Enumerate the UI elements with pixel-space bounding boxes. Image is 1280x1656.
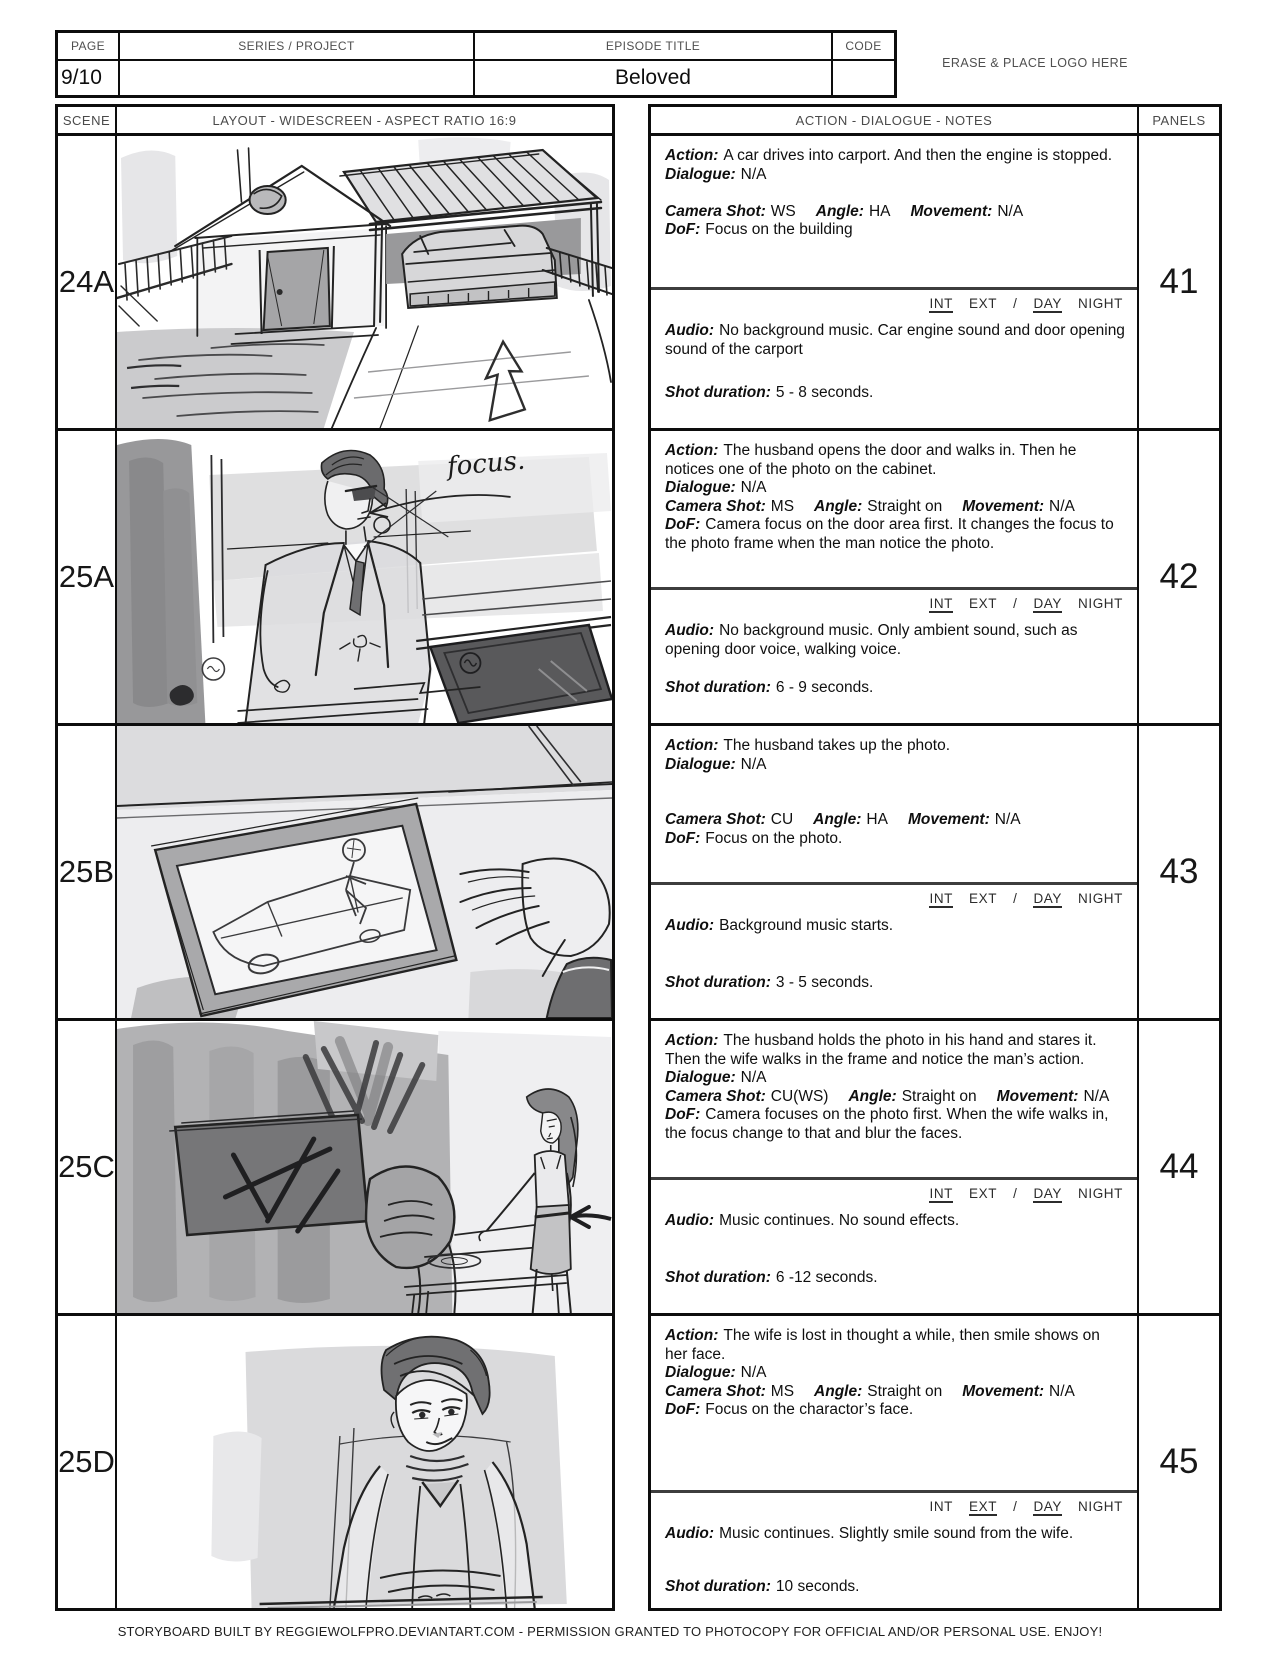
- ext-option: EXT: [969, 1186, 998, 1201]
- audio-block: [665, 594, 1127, 723]
- series-label: SERIES / PROJECT: [120, 33, 475, 61]
- setting-line: [665, 1499, 1127, 1516]
- duration-text: 6 -12 seconds.: [775, 1268, 878, 1286]
- action-row-25d: [651, 1316, 1219, 1608]
- duration-label: Shot duration:: [665, 1268, 771, 1286]
- scene-column-header: SCENE: [58, 107, 117, 133]
- sketch-husband-photo: [117, 431, 612, 723]
- audio-line: [665, 917, 1127, 936]
- audio-text: Background music starts.: [719, 917, 894, 934]
- int-option: INT: [929, 596, 954, 611]
- audio-text: No background music. Only ambient sound, such as opening door voice, walking voice.: [665, 622, 1078, 658]
- night-option: NIGHT: [1078, 1499, 1123, 1514]
- day-option: DAY: [1033, 1499, 1062, 1514]
- panel-number: 44: [1159, 1147, 1199, 1186]
- camera-shot-value: CU: [770, 811, 794, 828]
- camera-shot-value: CU(WS): [770, 1087, 829, 1105]
- movement-value: N/A: [1049, 1382, 1075, 1400]
- credit-footer: STORYBOARD BUILT BY REGGIEWOLFPRO.DEVIANTART.COM - PERMISSION GRANTED TO PHOTOCOPY FOR OFFICIAL AND/OR PERSONAL USE. ENJOY!: [117, 1624, 1103, 1639]
- layout-table-header: [58, 107, 612, 136]
- audio-text: Music continues. No sound effects.: [719, 1212, 960, 1229]
- setting-separator: /: [1013, 1186, 1018, 1201]
- setting-line: [665, 1186, 1127, 1203]
- action-row-25a: [651, 431, 1219, 726]
- dof-line: [665, 516, 1125, 553]
- action-cell: [651, 726, 1139, 1018]
- int-option: INT: [929, 1186, 954, 1201]
- action-line: [665, 737, 1125, 756]
- ext-option: EXT: [969, 296, 998, 311]
- duration-label: Shot duration:: [665, 678, 771, 696]
- movement-label: Movement:: [907, 811, 990, 828]
- duration-line: [665, 974, 873, 993]
- setting-separator: /: [1013, 1499, 1018, 1514]
- dof-label: DoF:: [665, 221, 701, 238]
- dialogue-line: [665, 166, 1125, 185]
- setting-line: [665, 891, 1127, 908]
- duration-line: [665, 1578, 860, 1597]
- action-label: Action:: [665, 737, 719, 754]
- dof-text: Focus on the charactor’s face.: [705, 1401, 914, 1418]
- panel-number: 43: [1159, 852, 1199, 891]
- movement-label: Movement:: [910, 202, 993, 220]
- audio-label: Audio:: [665, 917, 715, 934]
- action-label: Action:: [665, 1327, 719, 1344]
- dof-label: DoF:: [665, 516, 701, 533]
- dof-label: DoF:: [665, 1106, 701, 1123]
- sketch-photo-closeup: [117, 726, 612, 1018]
- duration-text: 5 - 8 seconds.: [775, 383, 874, 401]
- sketch-row-25d: [58, 1316, 612, 1608]
- layout-table: [55, 104, 615, 1611]
- angle-value: HA: [866, 811, 888, 828]
- dialogue-text: N/A: [740, 1069, 767, 1086]
- scene-number: 25C: [58, 1021, 117, 1313]
- movement-value: N/A: [994, 811, 1021, 828]
- night-option: NIGHT: [1078, 596, 1123, 611]
- action-cell: [651, 136, 1139, 428]
- action-label: Action:: [665, 147, 719, 164]
- action-row-25b: [651, 726, 1219, 1021]
- camera-shot-value: MS: [770, 497, 795, 515]
- duration-text: 6 - 9 seconds.: [775, 678, 874, 696]
- dialogue-line: [665, 479, 1125, 498]
- direction-arrow-icon: [479, 340, 527, 421]
- dof-text: Camera focus on the door area first. It changes the focus to the photo frame when the man notice the photo.: [665, 516, 1114, 552]
- audio-block: [665, 889, 1127, 1018]
- sketch-row-25b: [58, 726, 612, 1021]
- angle-label: Angle:: [815, 202, 864, 220]
- sketch-row-24a: [58, 136, 612, 431]
- sketch-house-carport: [117, 136, 612, 428]
- series-value: [120, 61, 475, 95]
- panels-column-header: PANELS: [1152, 112, 1206, 128]
- audio-line: [665, 622, 1127, 659]
- dialogue-label: Dialogue:: [665, 1069, 736, 1086]
- ext-option: EXT: [969, 1499, 998, 1514]
- angle-label: Angle:: [814, 497, 863, 515]
- angle-value: Straight on: [867, 497, 943, 515]
- int-option: INT: [929, 296, 954, 311]
- duration-text: 3 - 5 seconds.: [775, 973, 874, 991]
- action-text: The husband holds the photo in his hand and stares it. Then the wife walks in the frame and notice the man’s action.: [665, 1032, 1097, 1068]
- scene-number: 25B: [58, 726, 117, 1018]
- camera-shot-label: Camera Shot:: [665, 1382, 766, 1400]
- camera-line: [665, 811, 1125, 830]
- night-option: NIGHT: [1078, 1186, 1123, 1201]
- page-number: 9/10: [58, 61, 120, 95]
- audio-text: No background music. Car engine sound and door opening sound of the carport: [665, 322, 1125, 358]
- action-table-header: [651, 107, 1219, 136]
- action-text: The husband opens the door and walks in. Then he notices one of the photo on the cabinet.: [665, 442, 1077, 478]
- dialogue-label: Dialogue:: [665, 479, 736, 496]
- duration-label: Shot duration:: [665, 383, 771, 401]
- night-option: NIGHT: [1078, 296, 1123, 311]
- night-option: NIGHT: [1078, 891, 1123, 906]
- audio-label: Audio:: [665, 322, 715, 339]
- angle-label: Angle:: [813, 811, 862, 828]
- episode-title: Beloved: [475, 61, 833, 95]
- header-table: [55, 30, 897, 98]
- duration-label: Shot duration:: [665, 973, 771, 991]
- setting-separator: /: [1013, 891, 1018, 906]
- focus-annotation: focus.: [445, 445, 527, 483]
- dialogue-text: N/A: [740, 755, 767, 773]
- cell-divider: [651, 287, 1137, 290]
- int-option: INT: [929, 891, 954, 906]
- movement-label: Movement:: [962, 1382, 1045, 1400]
- action-text: The husband takes up the photo.: [723, 737, 951, 754]
- audio-block: [665, 1184, 1127, 1313]
- day-option: DAY: [1033, 891, 1062, 906]
- audio-label: Audio:: [665, 1525, 715, 1542]
- dof-label: DoF:: [665, 829, 701, 847]
- camera-line: [665, 498, 1125, 517]
- angle-label: Angle:: [848, 1087, 897, 1105]
- duration-line: [665, 679, 873, 698]
- setting-separator: /: [1013, 596, 1018, 611]
- angle-value: Straight on: [901, 1087, 977, 1105]
- action-label: Action:: [665, 442, 719, 459]
- cell-divider: [651, 1490, 1137, 1493]
- dialogue-label: Dialogue:: [665, 755, 736, 773]
- setting-line: [665, 296, 1127, 313]
- movement-value: N/A: [1083, 1087, 1110, 1105]
- sketch-cell: [117, 431, 612, 723]
- scene-number: 25A: [58, 431, 117, 723]
- dialogue-label: Dialogue:: [665, 165, 736, 183]
- action-cell: [651, 1316, 1139, 1608]
- action-line: [665, 1327, 1125, 1364]
- movement-value: N/A: [997, 202, 1024, 220]
- action-label: Action:: [665, 1032, 719, 1049]
- action-text: The wife is lost in thought a while, then smile shows on her face.: [665, 1327, 1100, 1363]
- dof-line: [665, 830, 1125, 849]
- dialogue-line: [665, 1364, 1125, 1383]
- setting-line: [665, 596, 1127, 613]
- action-column-header: ACTION - DIALOGUE - NOTES: [651, 107, 1139, 133]
- sketch-hands-wife: [117, 1021, 612, 1313]
- action-cell: [651, 431, 1139, 723]
- camera-line: [665, 203, 1125, 222]
- duration-line: [665, 384, 873, 403]
- audio-block: [665, 294, 1127, 428]
- code-label: CODE: [833, 33, 894, 61]
- dof-label: DoF:: [665, 1401, 701, 1418]
- sketch-row-25c: [58, 1021, 612, 1316]
- camera-shot-value: MS: [770, 1382, 795, 1400]
- action-row-25c: [651, 1021, 1219, 1316]
- scene-number: 24A: [58, 136, 117, 428]
- audio-label: Audio:: [665, 622, 715, 639]
- action-row-24a: [651, 136, 1219, 431]
- audio-label: Audio:: [665, 1212, 715, 1229]
- audio-line: [665, 322, 1127, 359]
- ext-option: EXT: [969, 596, 998, 611]
- sketch-cell: [117, 136, 612, 428]
- camera-shot-label: Camera Shot:: [665, 202, 766, 220]
- audio-line: [665, 1525, 1127, 1544]
- duration-label: Shot duration:: [665, 1577, 771, 1595]
- action-line: [665, 1032, 1125, 1069]
- day-option: DAY: [1033, 1186, 1062, 1201]
- dialogue-text: N/A: [740, 165, 767, 183]
- layout-column-header: LAYOUT - WIDESCREEN - ASPECT RATIO 16:9: [212, 112, 517, 128]
- panel-number: 42: [1159, 557, 1199, 596]
- sketch-row-25a: [58, 431, 612, 726]
- dof-line: [665, 1401, 1125, 1420]
- day-option: DAY: [1033, 596, 1062, 611]
- episode-label: EPISODE TITLE: [475, 33, 833, 61]
- day-option: DAY: [1033, 296, 1062, 311]
- dof-text: Focus on the building: [705, 221, 853, 238]
- panel-number: 45: [1159, 1442, 1199, 1481]
- dialogue-label: Dialogue:: [665, 1364, 736, 1381]
- audio-block: [665, 1497, 1127, 1608]
- angle-value: HA: [868, 202, 891, 220]
- action-line: [665, 442, 1125, 479]
- sketch-cell: [117, 1316, 612, 1608]
- dof-text: Camera focuses on the photo first. When the wife walks in, the focus change to that and blur the faces.: [665, 1106, 1109, 1142]
- action-line: [665, 147, 1125, 166]
- dof-line: [665, 1106, 1125, 1143]
- action-cell: [651, 1021, 1139, 1313]
- cell-divider: [651, 1177, 1137, 1180]
- panel-number: 41: [1159, 262, 1199, 301]
- movement-value: N/A: [1049, 497, 1075, 515]
- dialogue-line: [665, 1069, 1125, 1088]
- scene-number: 25D: [58, 1316, 117, 1608]
- dialogue-line: [665, 756, 1125, 775]
- camera-shot-label: Camera Shot:: [665, 497, 766, 515]
- audio-text: Music continues. Slightly smile sound from the wife.: [719, 1525, 1074, 1542]
- setting-separator: /: [1013, 296, 1018, 311]
- angle-label: Angle:: [814, 1382, 863, 1400]
- duration-line: [665, 1269, 878, 1288]
- sketch-cell: [117, 1021, 612, 1313]
- ext-option: EXT: [969, 891, 998, 906]
- camera-line: [665, 1383, 1125, 1402]
- dialogue-text: N/A: [740, 479, 767, 496]
- camera-line: [665, 1088, 1125, 1107]
- page-label: PAGE: [58, 33, 120, 61]
- cell-divider: [651, 587, 1137, 590]
- cell-divider: [651, 882, 1137, 885]
- sketch-wife-portrait: [117, 1316, 612, 1608]
- sketch-cell: [117, 726, 612, 1018]
- dof-text: Focus on the photo.: [705, 829, 843, 847]
- int-option: INT: [929, 1499, 954, 1514]
- movement-label: Movement:: [962, 497, 1045, 515]
- code-value: [833, 61, 894, 95]
- duration-text: 10 seconds.: [775, 1577, 860, 1595]
- action-table: [648, 104, 1222, 1611]
- camera-shot-value: WS: [770, 202, 796, 220]
- camera-shot-label: Camera Shot:: [665, 811, 766, 828]
- angle-value: Straight on: [867, 1382, 943, 1400]
- audio-line: [665, 1212, 1127, 1231]
- dialogue-text: N/A: [740, 1364, 767, 1381]
- movement-label: Movement:: [996, 1087, 1079, 1105]
- camera-shot-label: Camera Shot:: [665, 1087, 766, 1105]
- logo-placeholder: ERASE & PLACE LOGO HERE: [942, 56, 1128, 70]
- dof-line: [665, 221, 1125, 240]
- action-text: A car drives into carport. And then the engine is stopped.: [723, 147, 1112, 164]
